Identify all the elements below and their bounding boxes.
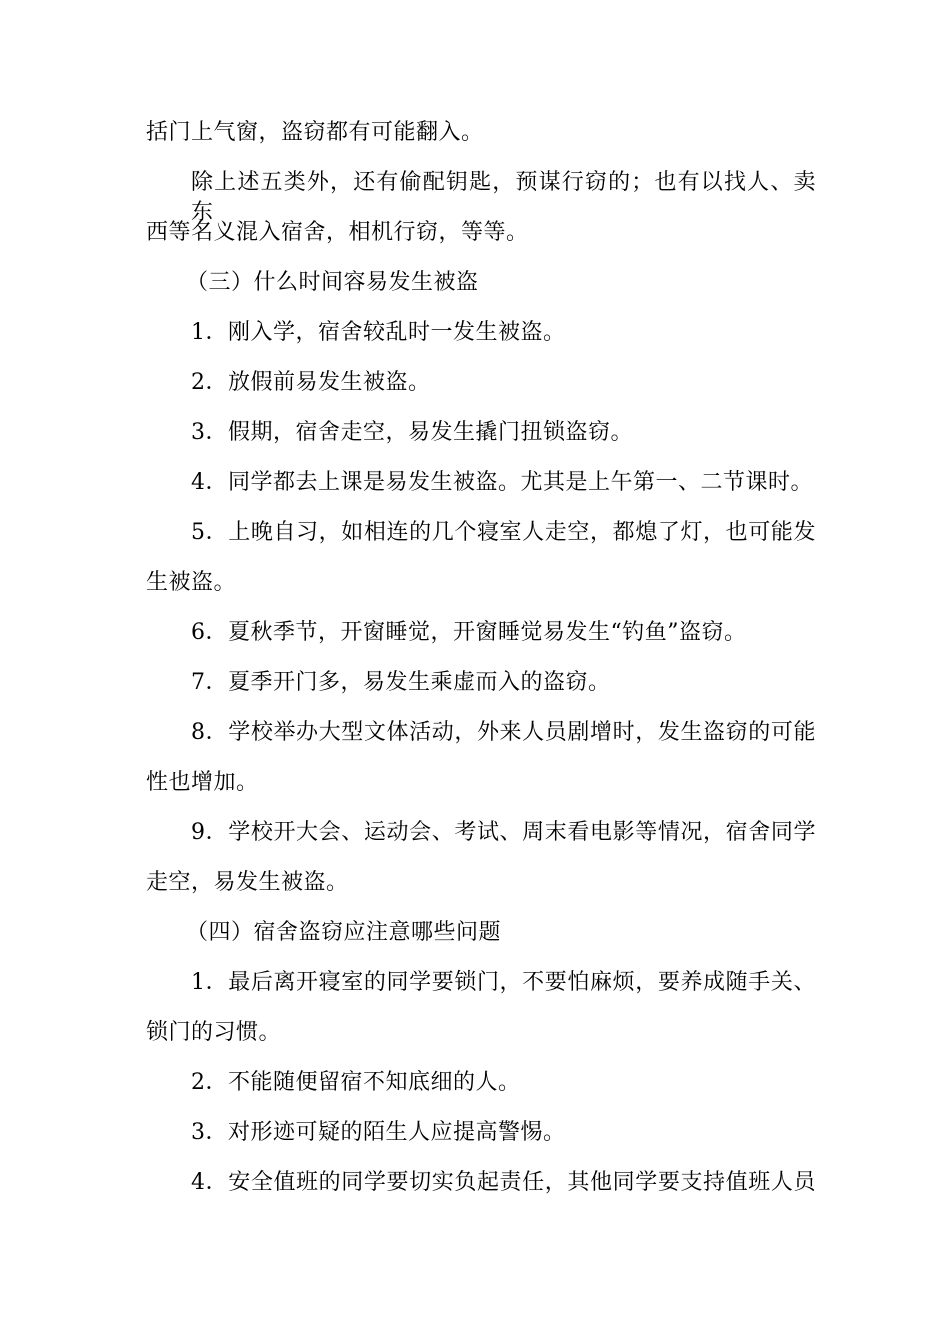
list-item: 9．学校开大会、运动会、考试、周末看电影等情况，宿舍同学	[191, 820, 816, 845]
list-item-continuation: 锁门的习惯。	[146, 1020, 282, 1045]
paragraph-line: 除上述五类外，还有偷配钥匙，预谋行窃的；也有以找人、卖东	[191, 170, 816, 225]
list-item: 4．安全值班的同学要切实负起责任，其他同学要支持值班人员	[191, 1170, 816, 1195]
paragraph-line: 括门上气窗，盗窃都有可能翻入。	[146, 120, 484, 145]
section-heading: （三）什么时间容易发生被盗	[186, 270, 479, 295]
list-item: 4．同学都去上课是易发生被盗。尤其是上午第一、二节课时。	[191, 470, 813, 495]
list-item-continuation: 走空，易发生被盗。	[146, 870, 349, 895]
list-item: 2．不能随便留宿不知底细的人。	[191, 1070, 521, 1095]
paragraph-line: 西等名义混入宿舍，相机行窃，等等。	[146, 220, 529, 245]
list-item: 7．夏季开门多，易发生乘虚而入的盗窃。	[191, 670, 611, 695]
list-item: 8．学校举办大型文体活动，外来人员剧增时，发生盗窃的可能	[191, 720, 816, 745]
list-item: 3．假期，宿舍走空，易发生撬门扭锁盗窃。	[191, 420, 633, 445]
list-item-continuation: 性也增加。	[146, 770, 259, 795]
list-item-continuation: 生被盗。	[146, 570, 237, 595]
list-item: 2．放假前易发生被盗。	[191, 370, 431, 395]
list-item: 1．最后离开寝室的同学要锁门，不要怕麻烦，要养成随手关、	[191, 970, 816, 995]
section-heading: （四）宿舍盗窃应注意哪些问题	[186, 920, 502, 945]
list-item: 3．对形迹可疑的陌生人应提高警惕。	[191, 1120, 566, 1145]
list-item: 1．刚入学，宿舍较乱时一发生被盗。	[191, 320, 566, 345]
list-item: 5．上晚自习，如相连的几个寝室人走空，都熄了灯，也可能发	[191, 520, 816, 545]
list-item: 6．夏秋季节，开窗睡觉，开窗睡觉易发生“钓鱼”盗窃。	[191, 620, 747, 645]
